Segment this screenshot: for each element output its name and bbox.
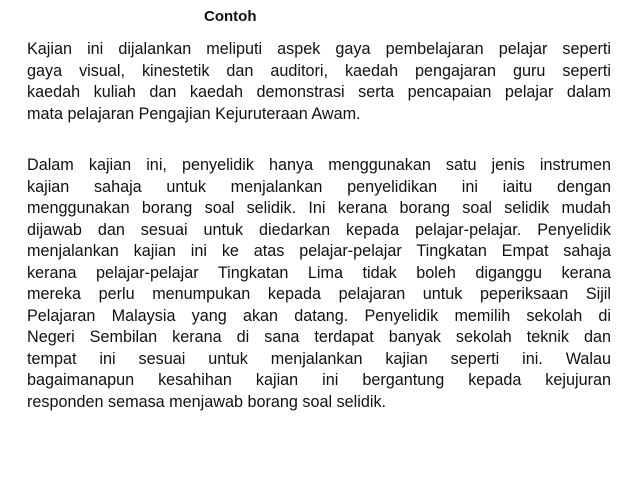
paragraph-scope xyxy=(27,39,611,125)
paragraph-line: mata pelajaran Pengajian Kejuruteraan Awam. xyxy=(27,104,361,123)
paragraph-line: Pelajaran Malaysia yang akan datang. Penyelidik memilih sekolah di xyxy=(27,306,611,325)
paragraph-line: kajian sahaja untuk menjalankan penyelidikan ini iaitu dengan xyxy=(27,177,611,196)
paragraph-line: gaya visual, kinestetik dan auditori, kaedah pengajaran guru seperti xyxy=(27,61,611,80)
paragraph-line: Kajian ini dijalankan meliputi aspek gaya pembelajaran pelajar seperti xyxy=(27,40,611,58)
paragraph-line: kerana pelajar-pelajar Tingkatan Lima tidak boleh diganggu kerana xyxy=(27,263,611,282)
paragraph-line: menggunakan borang soal selidik. Ini kerana borang soal selidik mudah xyxy=(27,199,611,217)
paragraph-line: menjalankan kajian ini ke atas pelajar-pelajar Tingkatan Empat sahaja xyxy=(27,242,611,260)
paragraph-line: tempat ini sesuai untuk menjalankan kajian seperti ini. Walau xyxy=(27,349,611,368)
paragraph-line: Negeri Sembilan kerana di sana terdapat banyak sekolah teknik dan xyxy=(27,328,611,346)
paragraph-instrument xyxy=(27,155,611,413)
heading-title: Contoh xyxy=(204,8,257,25)
paragraph-line: Dalam kajian ini, penyelidik hanya menggunakan satu jenis instrumen xyxy=(27,156,611,174)
paragraph-line: mereka perlu menumpukan kepada pelajaran untuk peperiksaan Sijil xyxy=(27,285,611,303)
paragraph-line: bagaimanapun kesahihan kajian ini bergantung kepada kejujuran xyxy=(27,371,611,389)
paragraph-line: responden semasa menjawab borang soal selidik. xyxy=(27,392,387,411)
paragraph-line: kaedah kuliah dan kaedah demonstrasi serta pencapaian pelajar dalam xyxy=(27,83,611,101)
paragraph-line: dijawab dan sesuai untuk diedarkan kepada pelajar-pelajar. Penyelidik xyxy=(27,220,611,239)
